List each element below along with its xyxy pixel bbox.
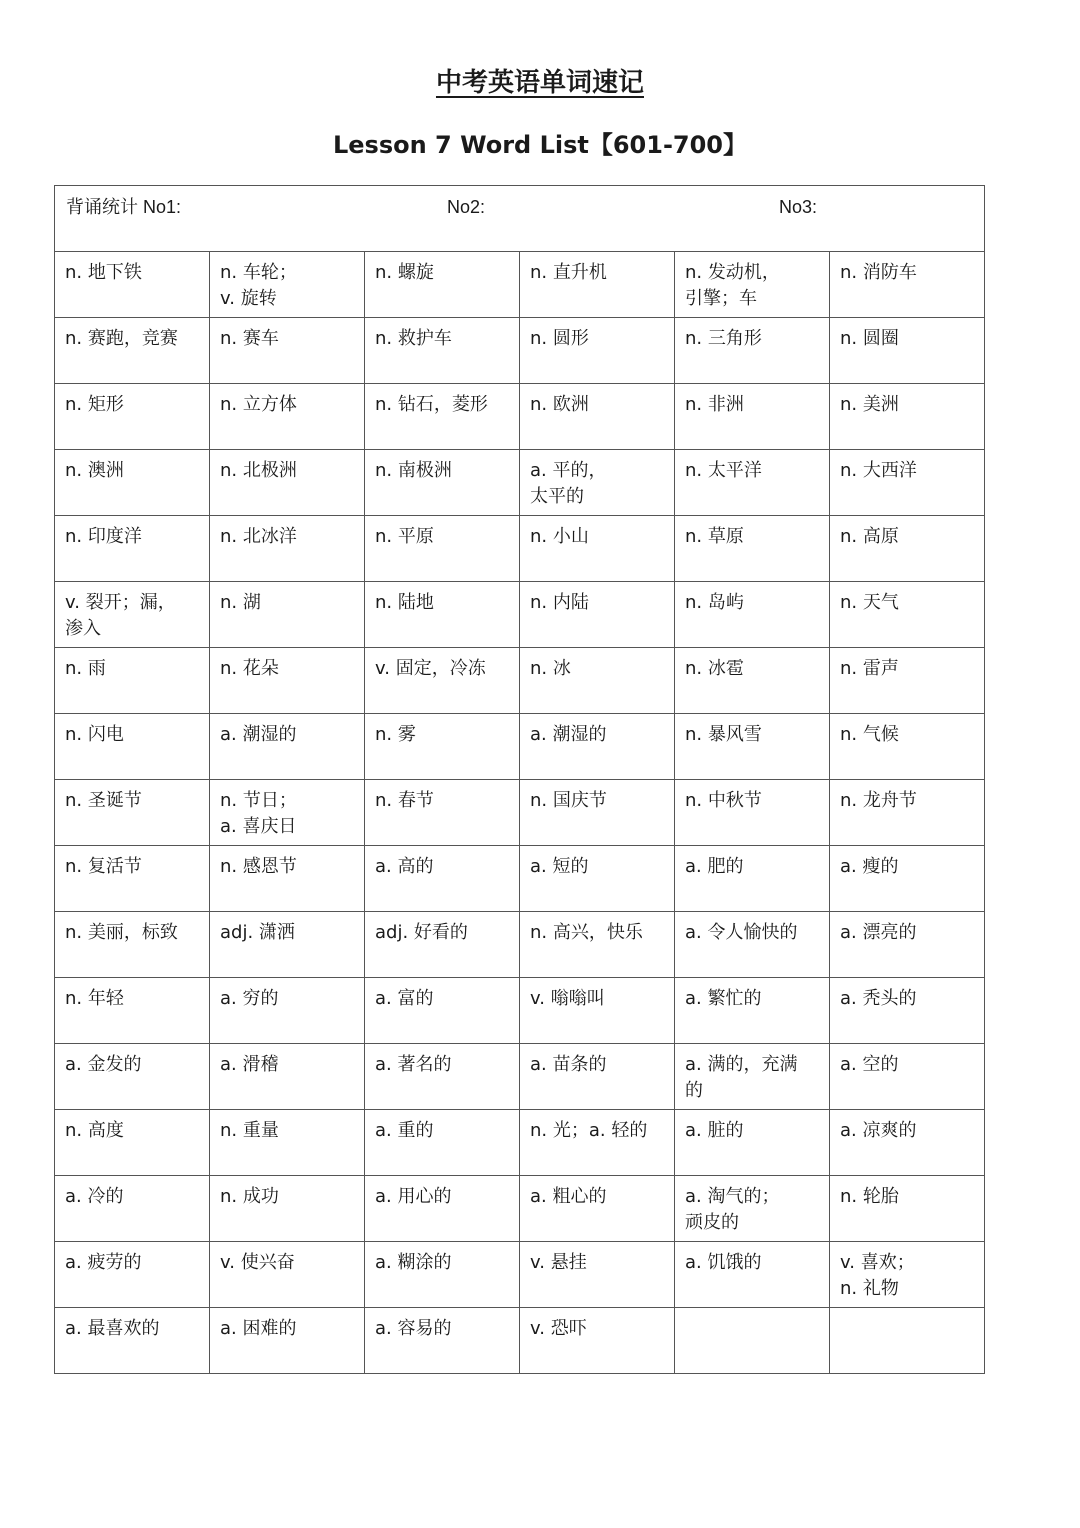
word-cell: n. 小山: [520, 516, 675, 582]
word-cell: n. 消防车: [830, 252, 985, 318]
word-cell: v. 嗡嗡叫: [520, 978, 675, 1044]
word-cell: n. 草原: [675, 516, 830, 582]
word-cell: n. 南极洲: [365, 450, 520, 516]
word-cell: a. 容易的: [365, 1308, 520, 1374]
word-cell: a. 平的， 太平的: [520, 450, 675, 516]
word-cell: n. 成功: [210, 1176, 365, 1242]
word-cell: n. 立方体: [210, 384, 365, 450]
word-cell: n. 暴风雪: [675, 714, 830, 780]
word-cell: n. 美洲: [830, 384, 985, 450]
word-cell: n. 光；a. 轻的: [520, 1110, 675, 1176]
table-row: [55, 1176, 985, 1242]
word-cell: a. 疲劳的: [55, 1242, 210, 1308]
word-cell: v. 固定，冷冻: [365, 648, 520, 714]
word-cell: n. 轮胎: [830, 1176, 985, 1242]
word-cell: a. 令人愉快的: [675, 912, 830, 978]
word-cell: a. 空的: [830, 1044, 985, 1110]
page-subtitle: Lesson 7 Word List【601-700】: [332, 131, 748, 159]
word-cell: a. 金发的: [55, 1044, 210, 1110]
word-cell: n. 龙舟节: [830, 780, 985, 846]
word-cell: a. 潮湿的: [210, 714, 365, 780]
word-cell: adj. 好看的: [365, 912, 520, 978]
word-cell: n. 三角形: [675, 318, 830, 384]
word-cell: n. 高原: [830, 516, 985, 582]
table-row: [55, 1308, 985, 1374]
word-cell: n. 北极洲: [210, 450, 365, 516]
word-cell: n. 内陆: [520, 582, 675, 648]
word-cell: n. 圆形: [520, 318, 675, 384]
word-cell: n. 澳洲: [55, 450, 210, 516]
word-cell: n. 赛跑，竞赛: [55, 318, 210, 384]
word-cell: n. 雨: [55, 648, 210, 714]
word-cell: n. 节日； a. 喜庆日: [210, 780, 365, 846]
word-cell: n. 太平洋: [675, 450, 830, 516]
word-cell: n. 年轻: [55, 978, 210, 1044]
word-cell: n. 非洲: [675, 384, 830, 450]
word-cell: a. 满的，充满 的: [675, 1044, 830, 1110]
word-cell: n. 矩形: [55, 384, 210, 450]
word-cell: n. 赛车: [210, 318, 365, 384]
word-cell: n. 欧洲: [520, 384, 675, 450]
word-cell: n. 高度: [55, 1110, 210, 1176]
word-cell: [830, 1308, 985, 1374]
table-row: [55, 780, 985, 846]
word-cell: n. 天气: [830, 582, 985, 648]
word-cell: n. 复活节: [55, 846, 210, 912]
table-row: [55, 318, 985, 384]
table-row: [55, 582, 985, 648]
word-cell: a. 秃头的: [830, 978, 985, 1044]
word-cell: a. 凉爽的: [830, 1110, 985, 1176]
word-cell: a. 饥饿的: [675, 1242, 830, 1308]
word-cell: n. 雷声: [830, 648, 985, 714]
word-cell: a. 繁忙的: [675, 978, 830, 1044]
page-title: [0, 66, 1080, 100]
word-cell: n. 春节: [365, 780, 520, 846]
word-cell: a. 苗条的: [520, 1044, 675, 1110]
word-cell: a. 漂亮的: [830, 912, 985, 978]
word-cell: a. 淘气的； 顽皮的: [675, 1176, 830, 1242]
word-cell: n. 印度洋: [55, 516, 210, 582]
stats-no2-label: No2:: [447, 197, 486, 217]
word-cell: n. 湖: [210, 582, 365, 648]
stats-no3-label: No3:: [779, 197, 818, 217]
table-row: [55, 648, 985, 714]
word-cell: n. 圆圈: [830, 318, 985, 384]
word-cell: n. 平原: [365, 516, 520, 582]
word-cell: v. 喜欢； n. 礼物: [830, 1242, 985, 1308]
word-cell: [675, 1308, 830, 1374]
word-cell: n. 陆地: [365, 582, 520, 648]
word-cell: a. 冷的: [55, 1176, 210, 1242]
table-row: [55, 714, 985, 780]
word-cell: n. 感恩节: [210, 846, 365, 912]
word-cell: n. 国庆节: [520, 780, 675, 846]
word-cell: a. 重的: [365, 1110, 520, 1176]
word-cell: n. 北冰洋: [210, 516, 365, 582]
word-cell: a. 粗心的: [520, 1176, 675, 1242]
word-cell: a. 用心的: [365, 1176, 520, 1242]
word-cell: a. 短的: [520, 846, 675, 912]
word-cell: n. 闪电: [55, 714, 210, 780]
table-row: [55, 1242, 985, 1308]
word-cell: a. 瘦的: [830, 846, 985, 912]
word-cell: a. 著名的: [365, 1044, 520, 1110]
word-cell: n. 圣诞节: [55, 780, 210, 846]
table-row: [55, 846, 985, 912]
word-cell: n. 冰雹: [675, 648, 830, 714]
word-cell: n. 高兴，快乐: [520, 912, 675, 978]
word-cell: a. 肥的: [675, 846, 830, 912]
table-row: [55, 384, 985, 450]
page-title-text: 中考英语单词速记: [435, 68, 644, 98]
word-list-table: [54, 185, 985, 1374]
word-cell: v. 使兴奋: [210, 1242, 365, 1308]
word-cell: a. 滑稽: [210, 1044, 365, 1110]
word-cell: n. 中秋节: [675, 780, 830, 846]
table-row: [55, 1044, 985, 1110]
table-row: [55, 912, 985, 978]
word-cell: n. 美丽，标致: [55, 912, 210, 978]
table-row: [55, 450, 985, 516]
word-cell: n. 发动机， 引擎；车: [675, 252, 830, 318]
stats-row: [55, 186, 985, 252]
word-cell: v. 悬挂: [520, 1242, 675, 1308]
table-row: [55, 1110, 985, 1176]
word-cell: n. 花朵: [210, 648, 365, 714]
table-row: [55, 978, 985, 1044]
word-cell: n. 冰: [520, 648, 675, 714]
word-cell: a. 高的: [365, 846, 520, 912]
stats-no1-label: 背诵统计 No1:: [66, 197, 182, 217]
table-row: [55, 252, 985, 318]
word-cell: n. 气候: [830, 714, 985, 780]
word-cell: n. 雾: [365, 714, 520, 780]
word-cell: adj. 潇洒: [210, 912, 365, 978]
word-cell: n. 岛屿: [675, 582, 830, 648]
word-cell: a. 富的: [365, 978, 520, 1044]
word-cell: n. 重量: [210, 1110, 365, 1176]
word-cell: n. 车轮； v. 旋转: [210, 252, 365, 318]
word-cell: a. 糊涂的: [365, 1242, 520, 1308]
word-cell: v. 恐吓: [520, 1308, 675, 1374]
word-cell: a. 最喜欢的: [55, 1308, 210, 1374]
word-cell: n. 救护车: [365, 318, 520, 384]
word-cell: v. 裂开；漏， 渗入: [55, 582, 210, 648]
word-cell: a. 潮湿的: [520, 714, 675, 780]
word-cell: n. 钻石，菱形: [365, 384, 520, 450]
word-cell: a. 脏的: [675, 1110, 830, 1176]
table-row: [55, 516, 985, 582]
word-cell: a. 困难的: [210, 1308, 365, 1374]
stats-cell: [55, 186, 985, 252]
word-cell: n. 地下铁: [55, 252, 210, 318]
word-cell: a. 穷的: [210, 978, 365, 1044]
word-cell: n. 大西洋: [830, 450, 985, 516]
word-cell: n. 螺旋: [365, 252, 520, 318]
word-cell: n. 直升机: [520, 252, 675, 318]
